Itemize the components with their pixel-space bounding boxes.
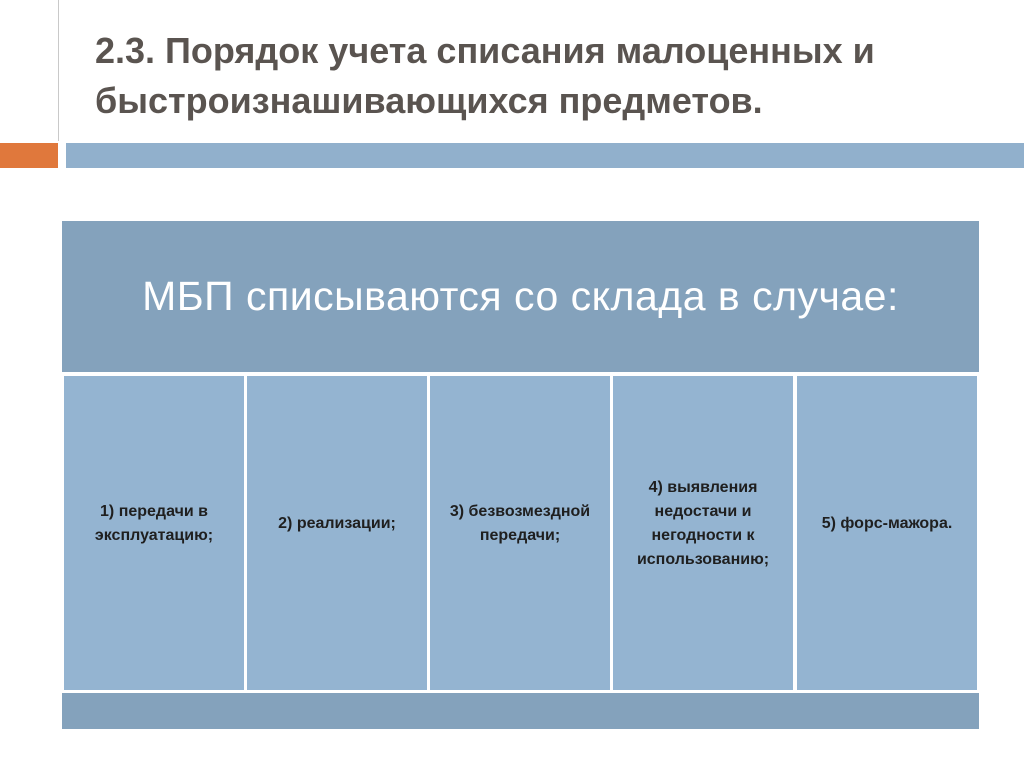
accent-bar-orange <box>0 143 58 168</box>
case-label: 2) реализации; <box>278 515 396 532</box>
case-label: 4) выявления недостачи и негодности к использованию; <box>636 479 770 568</box>
write-off-diagram <box>62 221 979 729</box>
case-box-transfer-to-operation <box>64 376 244 690</box>
accent-bar-blue <box>66 143 1024 168</box>
case-label: 5) форс-мажора. <box>821 515 953 532</box>
title-left-rule <box>58 0 59 141</box>
case-label: 3) безвозмездной передачи; <box>449 503 591 544</box>
case-box-shortage <box>613 376 793 690</box>
case-box-sale <box>247 376 427 690</box>
case-box-free-transfer <box>430 376 610 690</box>
diagram-header <box>62 221 979 372</box>
slide-title: 2.3. Порядок учета списания малоценных и быстроизнашивающихся предметов. <box>95 30 875 121</box>
case-box-force-majeure <box>797 376 977 690</box>
case-label: 1) передачи в эксплуатацию; <box>94 503 214 544</box>
diagram-footer <box>62 693 979 729</box>
diagram-header-text: МБП списываются со склада в случае: <box>142 273 899 319</box>
